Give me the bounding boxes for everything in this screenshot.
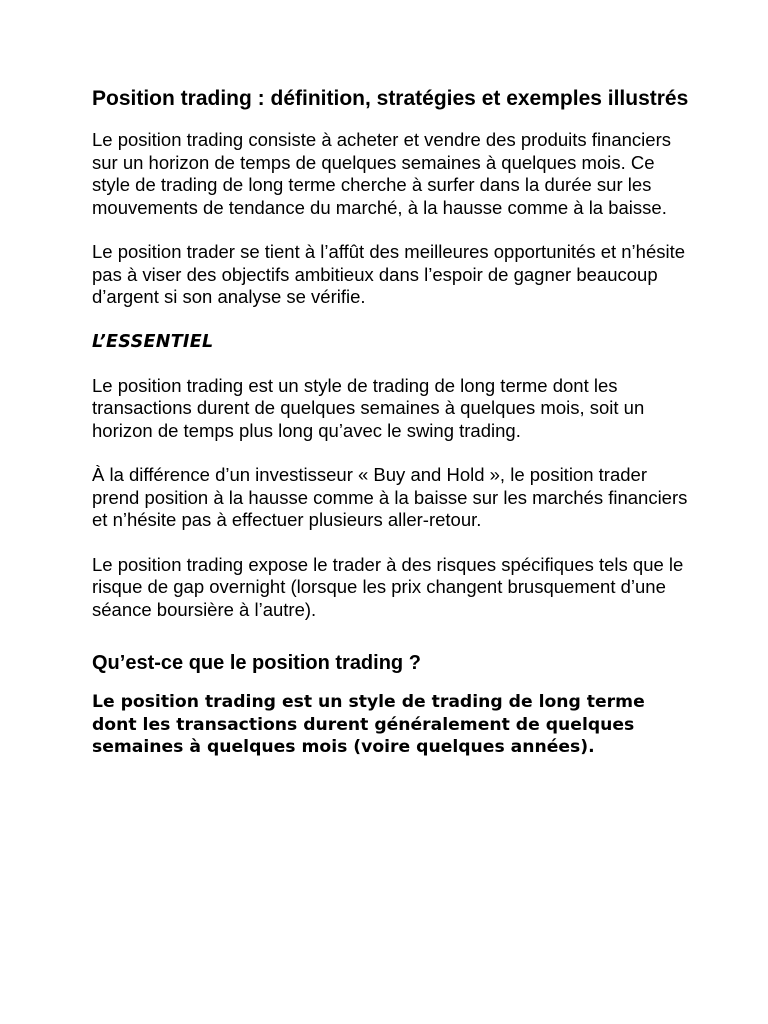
essentiel-paragraph-1: Le position trading est un style de trading de long terme dont les transactions durent de quelques semaines à quelques mois, soit un horizon de temps plus long qu’avec le swing trading. xyxy=(92,374,645,441)
intro-paragraph-2: Le position trader se tient à l’affût des meilleures opportunités et n’hésite pas à viser des objectifs ambitieux dans l’espoir de gagner beaucoup d’argent si son analyse se vérifie. xyxy=(92,241,686,307)
section-lead-paragraph: Le position trading est un style de trading de long terme dont les transactions durent généralement de quelques semaines à quelques mois (voire quelques années). xyxy=(92,692,645,757)
document-page xyxy=(92,86,692,759)
essentiel-heading: L’ESSENTIEL xyxy=(92,331,214,352)
page-title: Position trading : définition, stratégies et exemples illustrés xyxy=(92,87,689,110)
section-heading: Qu’est-ce que le position trading ? xyxy=(92,652,421,674)
essentiel-paragraph-3: Le position trading expose le trader à des risques spécifiques tels que le risque de gap overnight (lorsque les prix changent brusquement d’une séance boursière à l’autre). xyxy=(92,553,684,620)
intro-paragraph-1: Le position trading consiste à acheter et vendre des produits financiers sur un horizon de temps de quelques semaines à quelques mois. Ce style de trading de long terme cherche à surfer dans la durée sur les mouvements de tendance du marché, à la hausse comme à la baisse. xyxy=(92,129,671,218)
essentiel-paragraph-2: À la différence d’un investisseur « Buy and Hold », le position trader prend position à la hausse comme à la baisse sur les marchés financiers et n’hésite pas à effectuer plusieurs aller-retour. xyxy=(92,464,688,530)
